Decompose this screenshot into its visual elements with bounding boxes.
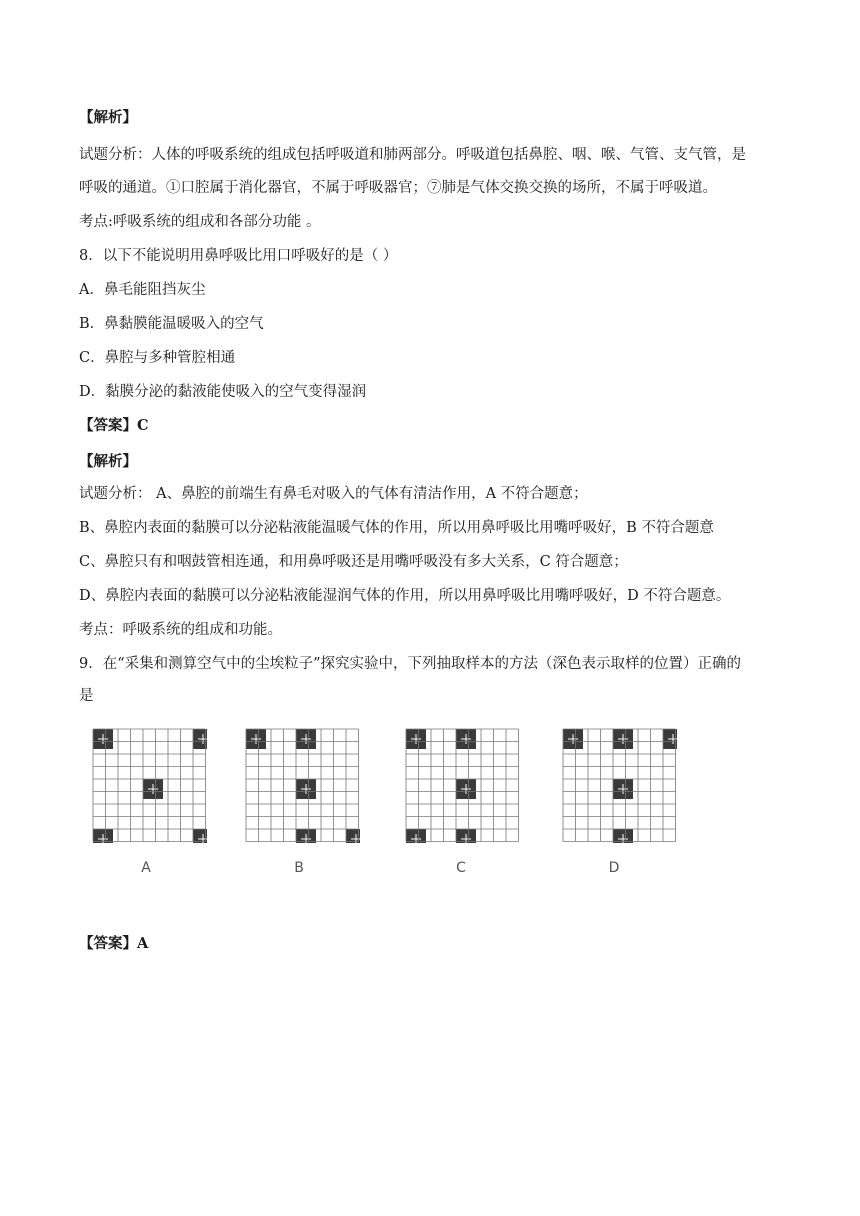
- grid-label-c: C: [456, 860, 466, 876]
- question-9-answer: 【答案】A: [79, 935, 149, 952]
- analysis-2-line-a: 试题分析： A、鼻腔的前端生有鼻毛对吸入的气体有清洁作用，A 不符合题意；: [79, 486, 588, 502]
- question-9-stem: 9．在“采集和测算空气中的尘埃粒子”探究实验中，下列抽取样本的方法（深色表示取样的位置）正确的: [79, 656, 742, 672]
- grid-label-a: A: [141, 860, 151, 876]
- question-8-option-d: D．黏膜分泌的黏液能使吸入的空气变得湿润: [79, 384, 367, 400]
- key-point-text-2: 考点：呼吸系统的组成和功能。: [79, 622, 282, 638]
- sampled-cell: [346, 829, 360, 843]
- analysis-text-line-1: 试题分析：人体的呼吸系统的组成包括呼吸道和肺两部分。呼吸道包括鼻腔、咽、喉、气管、支气管，是: [79, 147, 746, 163]
- section-heading-analysis-2: 【解析】: [79, 453, 137, 470]
- sampling-grid-a: [92, 728, 207, 843]
- grid-label-d: D: [608, 860, 620, 876]
- key-point-text: 考点:呼吸系统的组成和各部分功能 。: [79, 214, 321, 230]
- question-8-answer: 【答案】C: [79, 417, 149, 434]
- sampling-grid-b-svg: [245, 728, 360, 843]
- question-8-option-b: B．鼻黏膜能温暖吸入的空气: [79, 316, 264, 332]
- analysis-2-line-d: D、鼻腔内表面的黏膜可以分泌粘液能湿润气体的作用，所以用鼻呼吸比用嘴呼吸好，D 不符合题意。: [79, 588, 731, 604]
- section-heading-analysis: 【解析】: [79, 109, 137, 126]
- sampling-grid-b: [245, 728, 360, 843]
- analysis-text-line-2: 呼吸的通道。①口腔属于消化器官，不属于呼吸器官；⑦肺是气体交换交换的场所，不属于呼吸道。: [79, 180, 717, 196]
- sampled-cell: [193, 829, 207, 843]
- grid-label-b: B: [294, 860, 304, 876]
- sampling-grid-c: [405, 728, 520, 843]
- sampling-grid-c-svg: [405, 728, 520, 843]
- analysis-2-line-b: B、鼻腔内表面的黏膜可以分泌粘液能温暖气体的作用，所以用鼻呼吸比用嘴呼吸好，B 不符合题意: [79, 520, 714, 536]
- sampling-grid-a-svg: [92, 728, 207, 843]
- sampling-grid-d-svg: [562, 728, 677, 843]
- question-9-stem-cont: 是: [79, 688, 94, 704]
- sampling-grid-d: [562, 728, 677, 843]
- question-8-option-c: C．鼻腔与多种管腔相通: [79, 350, 236, 366]
- question-8-option-a: A．鼻毛能阻挡灰尘: [79, 282, 206, 298]
- question-8-stem: 8．以下不能说明用鼻呼吸比用口呼吸好的是（ ）: [79, 248, 398, 264]
- analysis-2-line-c: C、鼻腔只有和咽鼓管相连通，和用鼻呼吸还是用嘴呼吸没有多大关系，C 符合题意；: [79, 554, 628, 570]
